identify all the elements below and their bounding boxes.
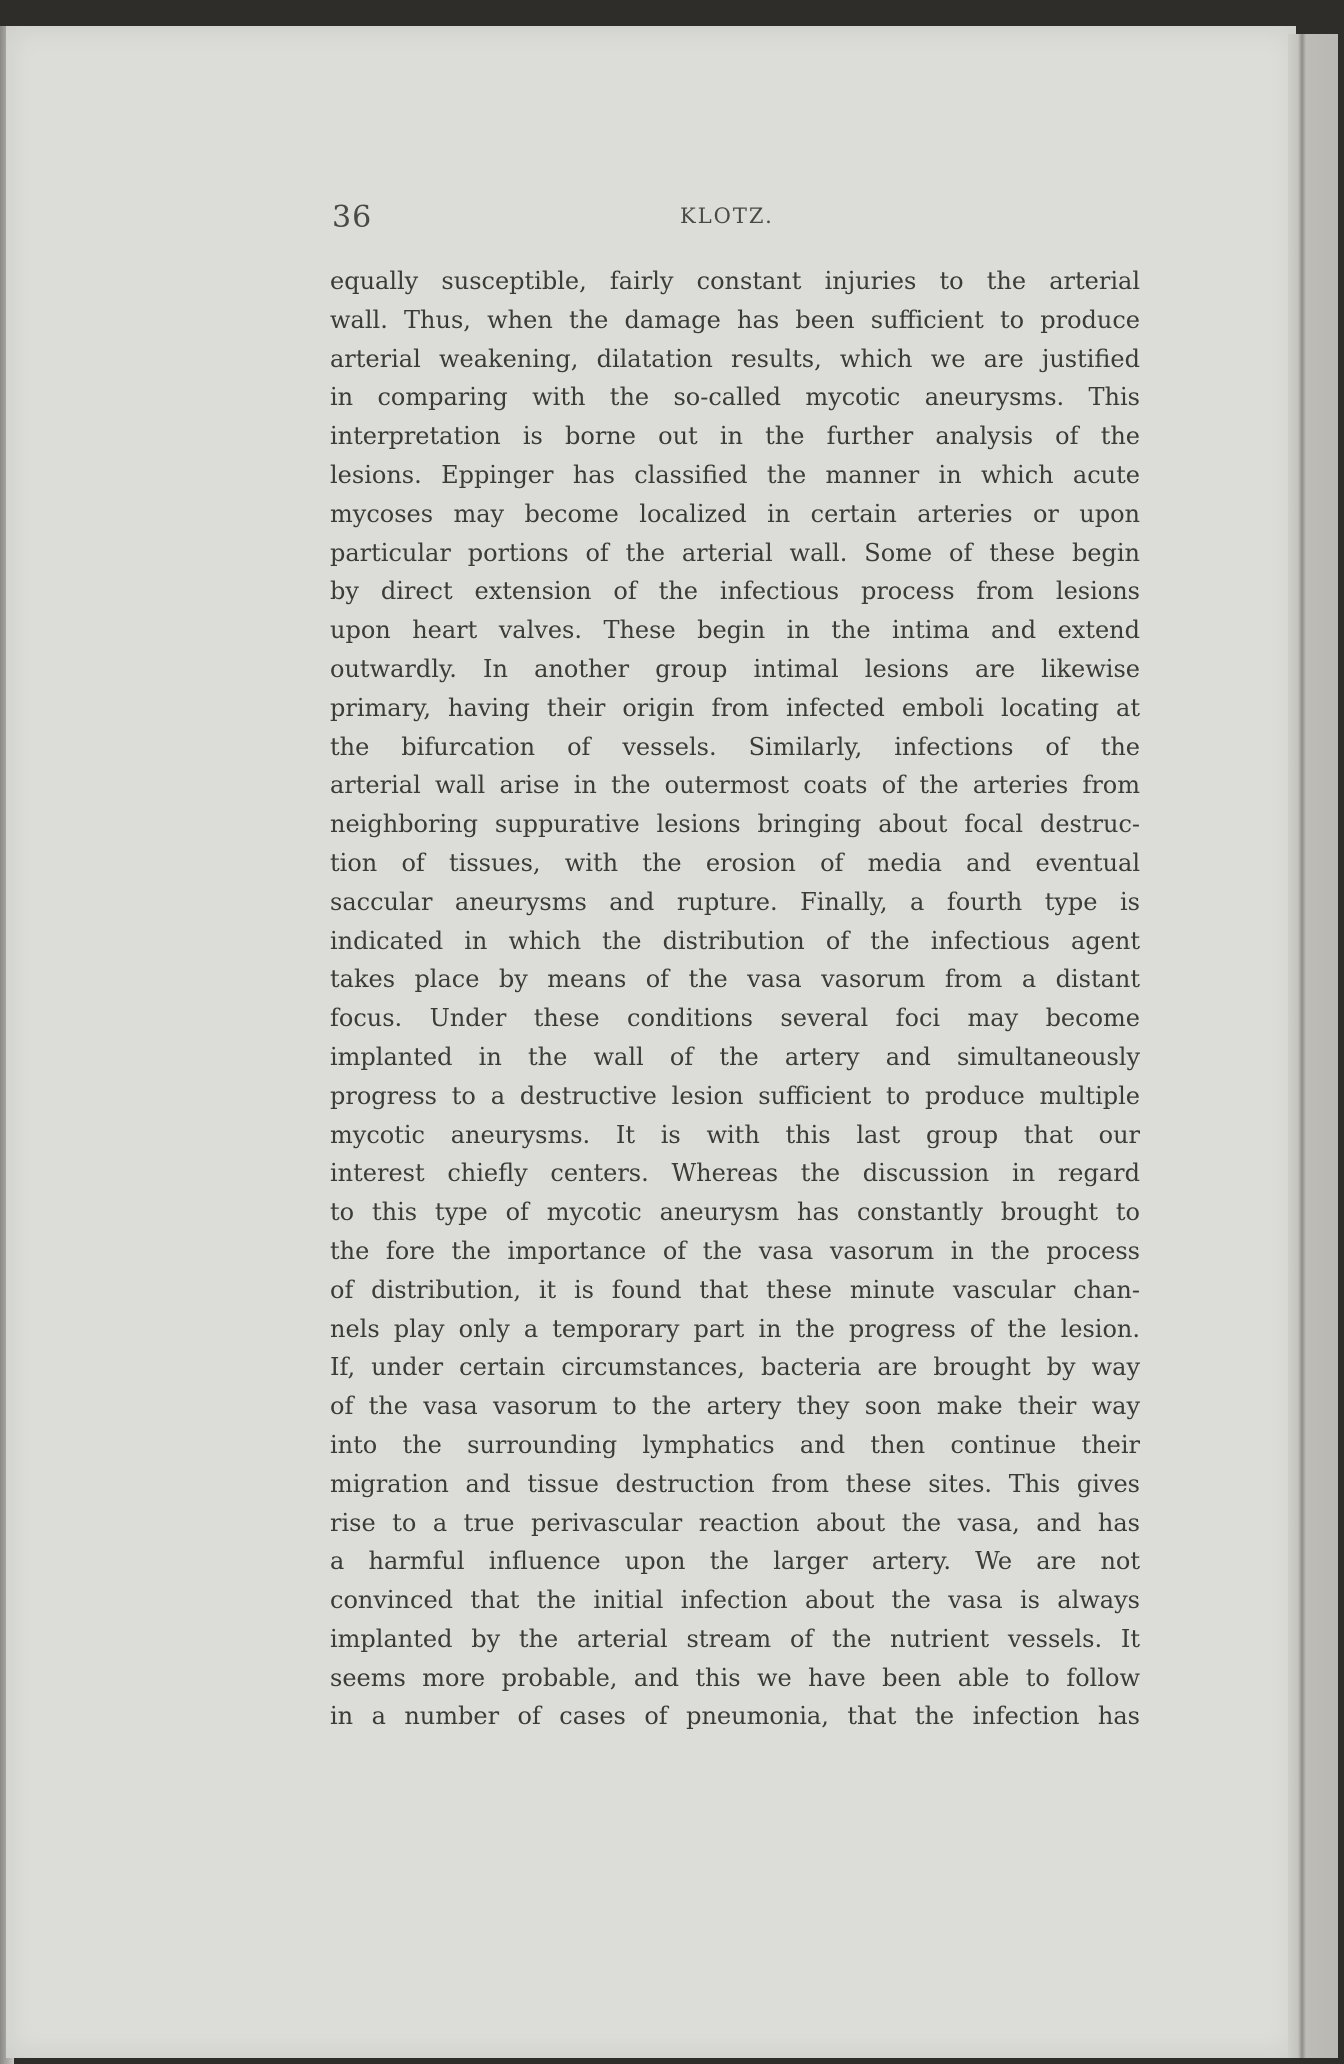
text-line: takes place by means of the vasa vasorum from a distant	[330, 965, 1140, 994]
text-line: seems more probable, and this we have been able to follow	[330, 1663, 1140, 1692]
text-line: implanted by the arterial stream of the nutrient vessels. It	[330, 1624, 1140, 1653]
text-line: of distribution, it is found that these minute vascular chan-	[330, 1275, 1140, 1304]
text-line: mycoses may become localized in certain arteries or upon	[330, 499, 1140, 528]
text-line: wall. Thus, when the damage has been sufficient to produce	[330, 305, 1140, 334]
text-line: outwardly. In another group intimal lesions are likewise	[330, 654, 1140, 683]
text-line: a harmful influence upon the larger artery. We are not	[330, 1547, 1140, 1576]
text-line: primary, having their origin from infected emboli locating at	[330, 693, 1140, 722]
page-number: 36	[332, 200, 373, 235]
body-text	[330, 262, 1140, 1736]
text-line: saccular aneurysms and rupture. Finally, a fourth type is	[330, 887, 1140, 916]
text-line: upon heart valves. These begin in the intima and extend	[330, 616, 1140, 645]
text-line: equally susceptible, fairly constant injuries to the arterial	[330, 267, 1140, 295]
text-line: neighboring suppurative lesions bringing about focal destruc-	[330, 810, 1140, 839]
text-line: in a number of cases of pneumonia, that the infection has	[330, 1702, 1140, 1731]
text-line: into the surrounding lymphatics and then continue their	[330, 1430, 1140, 1459]
text-line: interpretation is borne out in the further analysis of the	[330, 422, 1140, 451]
text-line: lesions. Eppinger has classified the manner in which acute	[330, 460, 1140, 489]
text-line: indicated in which the distribution of the infectious agent	[330, 926, 1140, 955]
text-line: migration and tissue destruction from these sites. This gives	[330, 1469, 1140, 1498]
text-line: nels play only a temporary part in the progress of the lesion.	[330, 1314, 1140, 1343]
running-head: KLOTZ.	[680, 204, 774, 228]
text-line: convinced that the initial infection about the vasa is always	[330, 1586, 1140, 1615]
text-line: in comparing with the so-called mycotic aneurysms. This	[330, 383, 1140, 412]
text-line: the fore the importance of the vasa vasorum in the process	[330, 1236, 1140, 1265]
text-line: arterial wall arise in the outermost coats of the arteries from	[330, 771, 1140, 800]
text-line: progress to a destructive lesion sufficient to produce multiple	[330, 1081, 1140, 1110]
text-line: of the vasa vasorum to the artery they soon make their way	[330, 1392, 1140, 1421]
page-stack-edge	[1288, 34, 1338, 2058]
text-line: to this type of mycotic aneurysm has constantly brought to	[330, 1198, 1140, 1227]
text-line: the bifurcation of vessels. Similarly, infections of the	[330, 732, 1140, 761]
text-line: by direct extension of the infectious process from lesions	[330, 577, 1140, 606]
text-line: focus. Under these conditions several foci may become	[330, 1004, 1140, 1033]
text-line: rise to a true perivascular reaction about the vasa, and has	[330, 1508, 1140, 1537]
text-line: mycotic aneurysms. It is with this last group that our	[330, 1120, 1140, 1149]
text-line: interest chiefly centers. Whereas the discussion in regard	[330, 1159, 1140, 1188]
text-line: particular portions of the arterial wall. Some of these begin	[330, 538, 1140, 567]
text-line: arterial weakening, dilatation results, which we are justified	[330, 344, 1140, 373]
text-line: tion of tissues, with the erosion of media and eventual	[330, 848, 1140, 877]
text-line: If, under certain circumstances, bacteria are brought by way	[330, 1353, 1140, 1382]
text-line: implanted in the wall of the artery and simultaneously	[330, 1042, 1140, 1071]
